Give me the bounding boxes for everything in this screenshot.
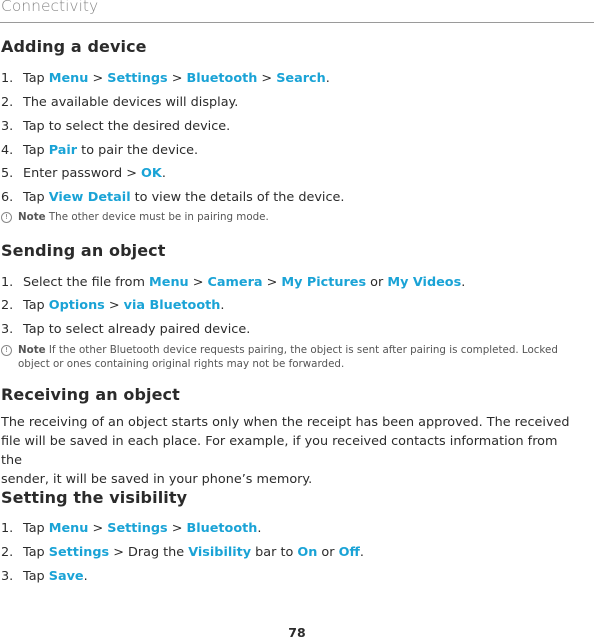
step-item [1, 322, 250, 338]
step-text: . [257, 521, 262, 536]
step-number: 4. [1, 143, 14, 158]
ui-term: Menu [48, 521, 89, 536]
step-text: bar to [251, 545, 298, 560]
ui-term: OK [141, 166, 162, 181]
page-number: 78 [288, 625, 306, 640]
ui-term: Menu [149, 275, 189, 290]
ui-term: Pair [48, 143, 78, 158]
step-item [1, 190, 344, 206]
step-text: Tap [23, 71, 49, 86]
step-text: Tap to select the desired device. [23, 119, 231, 134]
step-number: 1. [1, 521, 14, 536]
step-number: 3. [1, 119, 14, 134]
chapter-title: Connectivity [1, 0, 99, 15]
step-text: Tap [23, 298, 49, 313]
note-label: Note [18, 344, 46, 356]
step-item [1, 71, 330, 87]
step-number: 2. [1, 95, 14, 110]
step-text: Tap [23, 143, 49, 158]
ui-term: View Detail [48, 190, 131, 205]
step-item [1, 119, 230, 135]
ui-term: via Bluetooth [123, 298, 221, 313]
step-text: > [262, 275, 282, 290]
info-icon: ! [1, 212, 12, 223]
ui-term: Search [276, 71, 326, 86]
step-number: 3. [1, 569, 14, 584]
ui-term: Settings [48, 545, 110, 560]
step-text: Tap to select already paired device. [23, 322, 251, 337]
step-number: 5. [1, 166, 14, 181]
step-text: Tap [23, 190, 49, 205]
ui-term: My Pictures [281, 275, 367, 290]
step-number: 2. [1, 545, 14, 560]
step-text: Select the file from [23, 275, 150, 290]
step-item [1, 569, 88, 585]
step-number: 2. [1, 298, 14, 313]
note-text: The other device must be in pairing mode. [48, 211, 269, 223]
heading-receiving-object: Receiving an object [1, 385, 180, 404]
ui-term: Bluetooth [186, 71, 258, 86]
step-text: > [88, 521, 108, 536]
ui-term: Bluetooth [186, 521, 258, 536]
paragraph-line: The receiving of an object starts only when the receipt has been approved. The received [1, 415, 570, 430]
note-label: Note [18, 211, 46, 223]
step-item [1, 95, 238, 111]
step-number: 1. [1, 275, 14, 290]
step-item [1, 143, 198, 159]
ui-term: Save [48, 569, 84, 584]
step-item [1, 298, 224, 314]
note-adding [1, 210, 269, 224]
step-text: . [359, 545, 364, 560]
ui-term: Off [338, 545, 360, 560]
step-text: to view the details of the device. [130, 190, 345, 205]
step-text: The available devices will display. [23, 95, 239, 110]
step-text: . [83, 569, 88, 584]
step-text: . [220, 298, 225, 313]
step-text: or [317, 545, 339, 560]
step-text: > [88, 71, 108, 86]
paragraph-line: sender, it will be saved in your phone’s memory. [1, 472, 313, 487]
heading-adding-device: Adding a device [1, 37, 147, 56]
step-text: > [104, 298, 124, 313]
step-text: to pair the device. [77, 143, 199, 158]
step-text: . [325, 71, 330, 86]
info-icon: ! [1, 345, 12, 356]
note-sending [1, 343, 558, 371]
step-text: Enter password > [23, 166, 142, 181]
step-number: 1. [1, 71, 14, 86]
receiving-paragraph [1, 413, 581, 489]
step-text: > [257, 71, 277, 86]
step-item [1, 275, 465, 291]
step-text: > [167, 71, 187, 86]
note-text-continued: object or ones containing original rights may not be forwarded. [18, 358, 345, 370]
note-text: If the other Bluetooth device requests pairing, the object is sent after pairing is completed. Locked [48, 344, 558, 356]
ui-term: Menu [48, 71, 89, 86]
ui-term: Settings [107, 71, 168, 86]
heading-sending-object: Sending an object [1, 241, 166, 260]
step-text: . [161, 166, 166, 181]
step-text: . [461, 275, 466, 290]
heading-setting-visibility: Setting the visibility [1, 488, 188, 507]
ui-term: Options [48, 298, 105, 313]
step-text: Tap [23, 521, 49, 536]
step-text: > [167, 521, 187, 536]
ui-term: My Videos [387, 275, 462, 290]
step-item [1, 166, 166, 182]
step-text: > [188, 275, 208, 290]
step-text: or [366, 275, 388, 290]
step-number: 6. [1, 190, 14, 205]
page-header [0, 0, 594, 23]
step-text: Tap [23, 545, 49, 560]
ui-term: Camera [207, 275, 263, 290]
step-item [1, 545, 364, 561]
ui-term: Visibility [188, 545, 252, 560]
step-number: 3. [1, 322, 14, 337]
step-item [1, 521, 261, 537]
step-text: > Drag the [109, 545, 189, 560]
step-text: Tap [23, 569, 49, 584]
paragraph-line: file will be saved in each place. For example, if you received contacts information from the [1, 434, 558, 468]
ui-term: Settings [107, 521, 168, 536]
ui-term: On [297, 545, 318, 560]
